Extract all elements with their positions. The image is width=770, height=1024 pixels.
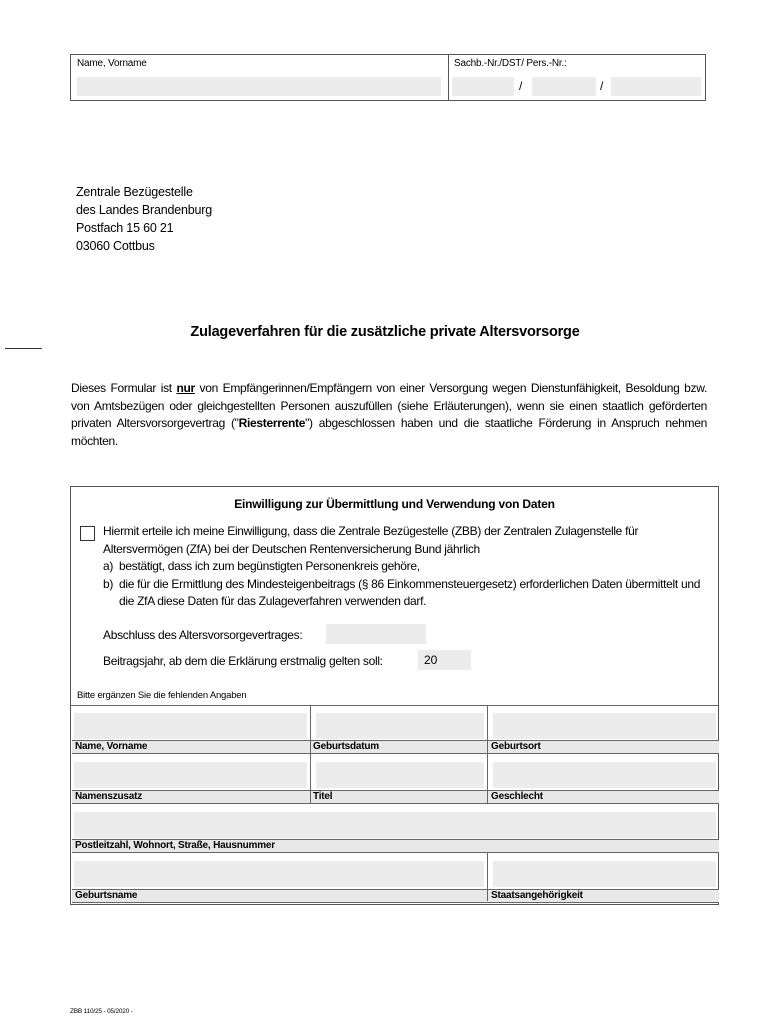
header-box <box>70 54 706 101</box>
birth-name-label: Geburtsname <box>75 890 138 901</box>
consent-checkbox[interactable] <box>80 526 95 541</box>
name-label: Name, Vorname <box>75 741 148 752</box>
consent-item-a <box>103 558 709 576</box>
year-prefix: 20 <box>424 653 438 667</box>
header-divider <box>448 55 449 100</box>
grid-top-border <box>71 705 718 706</box>
sachb-nr-input[interactable] <box>452 77 514 96</box>
row-label-bar <box>72 790 719 804</box>
birth-name-field[interactable] <box>74 861 484 887</box>
consent-main: Hiermit erteile ich meine Einwilligung, dass die Zentrale Bezügestelle (ZBB) der Zentralen Zulagenstelle für Altersvermögen (ZfA) bei der Deutschen Rentenversicherung Bund jährlich <box>103 524 639 556</box>
address-field[interactable] <box>74 812 716 838</box>
consent-item-b <box>103 576 709 611</box>
name-input[interactable] <box>77 77 441 96</box>
item-marker: b) <box>103 576 114 591</box>
fill-hint: Bitte ergänzen Sie die fehlenden Angaben <box>77 690 247 701</box>
nationality-field[interactable] <box>493 861 716 887</box>
dob-label: Geburtsdatum <box>313 741 379 752</box>
item-text: bestätigt, dass ich zum begünstigten Personenkreis gehöre, <box>119 559 420 573</box>
row-label-bar <box>72 889 719 903</box>
title-field[interactable] <box>316 762 484 788</box>
title-label: Titel <box>313 791 333 802</box>
intro-text: ") abgeschlossen haben und die staatliche Förderung in Anspruch nehmen möchten. <box>71 416 707 448</box>
nationality-label: Staatsangehörigkeit <box>491 890 583 901</box>
column-divider <box>487 706 488 803</box>
row-label-bar <box>72 740 719 754</box>
gender-field[interactable] <box>493 762 716 788</box>
address-line: Postfach 15 60 21 <box>76 221 174 235</box>
item-marker: a) <box>103 559 114 573</box>
consent-title: Einwilligung zur Übermittlung und Verwendung von Daten <box>234 497 555 511</box>
recipient-address <box>76 183 212 255</box>
contract-label: Abschluss des Altersvorsorgevertrages: <box>103 628 303 642</box>
dob-field[interactable] <box>316 713 484 739</box>
contract-date-input[interactable] <box>326 624 426 644</box>
column-divider <box>487 852 488 901</box>
sachb-label: Sachb.-Nr./DST/ Pers.-Nr.: <box>454 58 567 69</box>
emphasis-riesterrente: Riesterrente <box>238 416 306 430</box>
address-line: 03060 Cottbus <box>76 239 155 253</box>
intro-text: Dieses Formular ist <box>71 381 177 395</box>
address-label: Postleitzahl, Wohnort, Straße, Hausnummer <box>75 840 275 851</box>
gender-label: Geschlecht <box>491 791 543 802</box>
name-suffix-field[interactable] <box>74 762 307 788</box>
page-title: Zulageverfahren für die zusätzliche private Altersvorsorge <box>190 324 580 340</box>
dst-input[interactable] <box>532 77 596 96</box>
separator: / <box>519 79 523 93</box>
year-input[interactable] <box>418 650 471 670</box>
birthplace-label: Geburtsort <box>491 741 541 752</box>
address-line: Zentrale Bezügestelle <box>76 185 193 199</box>
form-footer-code: ZBB 110/25 - 05/2020 - <box>70 1008 133 1015</box>
consent-text <box>103 523 709 611</box>
separator: / <box>600 79 604 93</box>
intro-text: von Empfängerinnen/Empfängern von einer Versorgung wegen Dienstunfähigkeit, Besoldung bzw. von Amtsbezügen oder gleichgestellten Personen auszufüllen (siehe Erläuterungen), wenn sie einen staatlich geförderten privaten Altersvorsorgevertrag (" <box>71 381 707 430</box>
name-field[interactable] <box>74 713 307 739</box>
address-line: des Landes Brandenburg <box>76 203 212 217</box>
intro-paragraph <box>71 380 707 450</box>
year-label: Beitragsjahr, ab dem die Erklärung erstmalig gelten soll: <box>103 654 383 668</box>
birthplace-field[interactable] <box>493 713 716 739</box>
name-suffix-label: Namenszusatz <box>75 791 143 802</box>
item-text: die für die Ermittlung des Mindesteigenbeitrags (§ 86 Einkommensteuergesetz) erforderlichen Daten übermittelt und die ZfA diese Daten für das Zulageverfahren verwenden darf. <box>119 576 701 608</box>
name-label: Name, Vorname <box>77 58 147 69</box>
column-divider <box>310 706 311 803</box>
pers-nr-input[interactable] <box>611 77 701 96</box>
fold-mark <box>5 348 42 349</box>
emphasis-nur: nur <box>176 381 195 395</box>
consent-section <box>70 486 719 905</box>
